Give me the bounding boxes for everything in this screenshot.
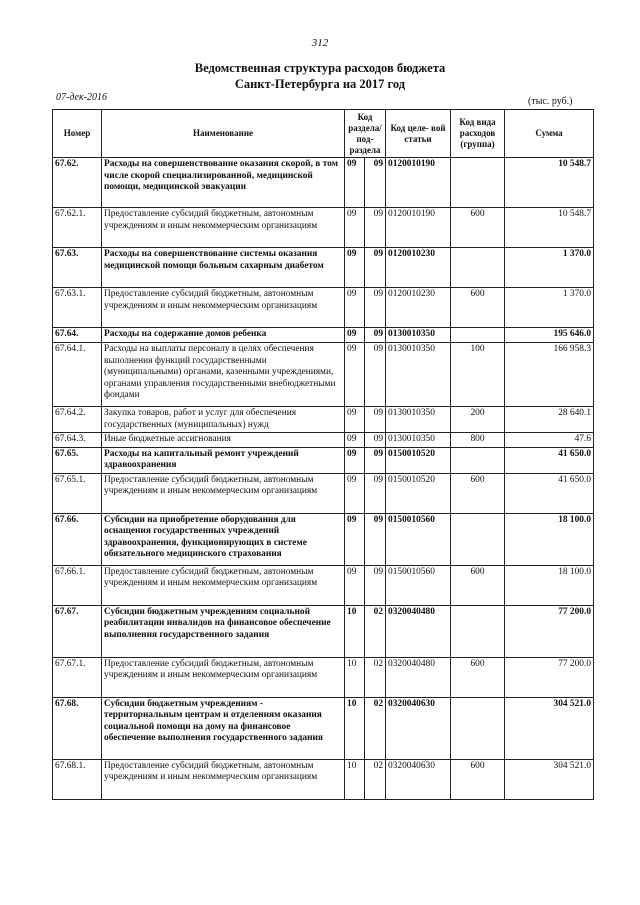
table-row [53, 328, 594, 343]
row-subsection: 02 [365, 697, 386, 759]
row-subsection: 09 [365, 447, 386, 473]
row-expense-type: 800 [451, 433, 505, 448]
table-row [53, 288, 594, 328]
row-subsection: 09 [365, 208, 386, 248]
row-subsection: 09 [365, 513, 386, 565]
row-section: 09 [345, 433, 365, 448]
row-name: Расходы на содержание домов ребенка [102, 328, 345, 343]
row-number: 67.68. [53, 697, 102, 759]
row-expense-type: 600 [451, 657, 505, 697]
row-target-code: 0130010350 [386, 407, 451, 433]
row-name: Расходы на совершенствование оказания скорой, в том числе скорой специализированной, медицинской помощи, медицинской эвакуации [102, 158, 345, 208]
row-subsection: 09 [365, 288, 386, 328]
page-title [0, 60, 640, 92]
row-number: 67.66.1. [53, 565, 102, 605]
table-row [53, 657, 594, 697]
row-section: 09 [345, 343, 365, 407]
row-sum: 28 640.1 [505, 407, 594, 433]
row-section: 09 [345, 158, 365, 208]
row-sum: 41 650.0 [505, 447, 594, 473]
row-number: 67.62. [53, 158, 102, 208]
table-row [53, 697, 594, 759]
row-section: 10 [345, 759, 365, 799]
row-name: Субсидии на приобретение оборудования для оснащения государственных учреждений здравоохранения, функционирующих в системе обязательного медицинского страхования [102, 513, 345, 565]
row-number: 67.66. [53, 513, 102, 565]
row-sum: 1 370.0 [505, 288, 594, 328]
row-target-code: 0150010520 [386, 473, 451, 513]
header-sum: Сумма [505, 110, 594, 158]
row-expense-type: 600 [451, 473, 505, 513]
header-section: Код раздела/ под- раздела [345, 110, 386, 158]
row-expense-type [451, 248, 505, 288]
row-subsection: 09 [365, 158, 386, 208]
row-section: 09 [345, 407, 365, 433]
row-name: Расходы на совершенствование системы оказания медицинской помощи больным сахарным диабетом [102, 248, 345, 288]
header-name: Наименование [102, 110, 345, 158]
row-subsection: 09 [365, 343, 386, 407]
row-name: Предоставление субсидий бюджетным, автономным учреждениям и иным некоммерческим организациям [102, 759, 345, 799]
row-section: 09 [345, 328, 365, 343]
row-subsection: 09 [365, 248, 386, 288]
row-name: Предоставление субсидий бюджетным, автономным учреждениям и иным некоммерческим организациям [102, 565, 345, 605]
row-sum: 77 200.0 [505, 657, 594, 697]
row-sum: 1 370.0 [505, 248, 594, 288]
row-name: Предоставление субсидий бюджетным, автономным учреждениям и иным некоммерческим организациям [102, 208, 345, 248]
row-number: 67.63.1. [53, 288, 102, 328]
title-line-1: Ведомственная структура расходов бюджета [194, 61, 446, 75]
row-expense-type: 600 [451, 759, 505, 799]
row-subsection: 09 [365, 473, 386, 513]
row-number: 67.65.1. [53, 473, 102, 513]
row-expense-type: 200 [451, 407, 505, 433]
table-row [53, 343, 594, 407]
table-row [53, 565, 594, 605]
row-subsection: 02 [365, 605, 386, 657]
row-section: 09 [345, 208, 365, 248]
row-number: 67.62.1. [53, 208, 102, 248]
table-row [53, 605, 594, 657]
row-number: 67.65. [53, 447, 102, 473]
title-line-2: Санкт-Петербурга на 2017 год [234, 77, 406, 91]
table-header-row [53, 110, 594, 158]
row-target-code: 0150010520 [386, 447, 451, 473]
row-expense-type: 600 [451, 565, 505, 605]
row-number: 67.64.2. [53, 407, 102, 433]
row-number: 67.64. [53, 328, 102, 343]
row-name: Расходы на капитальный ремонт учреждений здравоохранения [102, 447, 345, 473]
row-sum: 304 521.0 [505, 759, 594, 799]
row-sum: 41 650.0 [505, 473, 594, 513]
header-target: Код целе- вой статьи [386, 110, 451, 158]
table-row [53, 447, 594, 473]
table-row [53, 158, 594, 208]
row-sum: 166 958.3 [505, 343, 594, 407]
row-name: Субсидии бюджетным учреждениям социальной реабилитации инвалидов на финансовое обеспечение выполнения государственного задания [102, 605, 345, 657]
row-target-code: 0150010560 [386, 513, 451, 565]
row-expense-type: 600 [451, 208, 505, 248]
row-sum: 10 548.7 [505, 158, 594, 208]
table-body [53, 158, 594, 800]
row-name: Предоставление субсидий бюджетным, автономным учреждениям и иным некоммерческим организациям [102, 473, 345, 513]
row-sum: 304 521.0 [505, 697, 594, 759]
row-subsection: 09 [365, 565, 386, 605]
row-expense-type [451, 513, 505, 565]
row-sum: 77 200.0 [505, 605, 594, 657]
header-number: Номер [53, 110, 102, 158]
row-target-code: 0320040480 [386, 657, 451, 697]
row-target-code: 0150010560 [386, 565, 451, 605]
row-section: 10 [345, 697, 365, 759]
row-target-code: 0130010350 [386, 328, 451, 343]
row-number: 67.64.3. [53, 433, 102, 448]
row-expense-type: 100 [451, 343, 505, 407]
row-expense-type [451, 605, 505, 657]
row-number: 67.67. [53, 605, 102, 657]
row-name: Предоставление субсидий бюджетным, автономным учреждениям и иным некоммерческим организациям [102, 657, 345, 697]
row-number: 67.64.1. [53, 343, 102, 407]
row-sum: 10 548.7 [505, 208, 594, 248]
row-name: Субсидии бюджетным учреждениям - территориальным центрам и отделениям оказания социальной помощи на дому на финансовое обеспечение выполнения государственного задания [102, 697, 345, 759]
table-row [53, 513, 594, 565]
row-section: 10 [345, 657, 365, 697]
row-target-code: 0120010230 [386, 248, 451, 288]
page-number: 312 [311, 37, 329, 49]
table-row [53, 248, 594, 288]
row-expense-type: 600 [451, 288, 505, 328]
row-subsection: 09 [365, 407, 386, 433]
row-name: Расходы на выплаты персоналу в целях обеспечения выполнения функций государственными (муниципальными) органами, казенными учреждениями, органами управления государственными внебюджетными фондами [102, 343, 345, 407]
row-section: 09 [345, 248, 365, 288]
table-row [53, 208, 594, 248]
table-row [53, 759, 594, 799]
table-row [53, 407, 594, 433]
row-expense-type [451, 328, 505, 343]
row-number: 67.68.1. [53, 759, 102, 799]
row-name: Закупка товаров, работ и услуг для обеспечения государственных (муниципальных) нужд [102, 407, 345, 433]
row-expense-type [451, 697, 505, 759]
row-section: 09 [345, 447, 365, 473]
row-section: 09 [345, 565, 365, 605]
row-name: Предоставление субсидий бюджетным, автономным учреждениям и иным некоммерческим организациям [102, 288, 345, 328]
row-subsection: 09 [365, 433, 386, 448]
row-target-code: 0120010230 [386, 288, 451, 328]
row-subsection: 09 [365, 328, 386, 343]
row-name: Иные бюджетные ассигнования [102, 433, 345, 448]
row-target-code: 0120010190 [386, 158, 451, 208]
row-sum: 47.6 [505, 433, 594, 448]
header-expense-type: Код вида расходов (группа) [451, 110, 505, 158]
table-row [53, 433, 594, 448]
row-number: 67.63. [53, 248, 102, 288]
table-row [53, 473, 594, 513]
row-subsection: 02 [365, 657, 386, 697]
row-section: 09 [345, 473, 365, 513]
row-expense-type [451, 447, 505, 473]
row-target-code: 0320040480 [386, 605, 451, 657]
row-target-code: 0320040630 [386, 759, 451, 799]
row-number: 67.67.1. [53, 657, 102, 697]
row-section: 09 [345, 288, 365, 328]
row-sum: 18 100.0 [505, 565, 594, 605]
units-label: (тыс. руб.) [528, 96, 573, 107]
row-target-code: 0320040630 [386, 697, 451, 759]
budget-table [52, 109, 594, 800]
row-subsection: 02 [365, 759, 386, 799]
row-expense-type [451, 158, 505, 208]
row-sum: 195 646.0 [505, 328, 594, 343]
row-section: 10 [345, 605, 365, 657]
row-target-code: 0130010350 [386, 433, 451, 448]
row-target-code: 0120010190 [386, 208, 451, 248]
row-section: 09 [345, 513, 365, 565]
row-target-code: 0130010350 [386, 343, 451, 407]
document-date: 07-дек-2016 [56, 92, 107, 103]
row-sum: 18 100.0 [505, 513, 594, 565]
